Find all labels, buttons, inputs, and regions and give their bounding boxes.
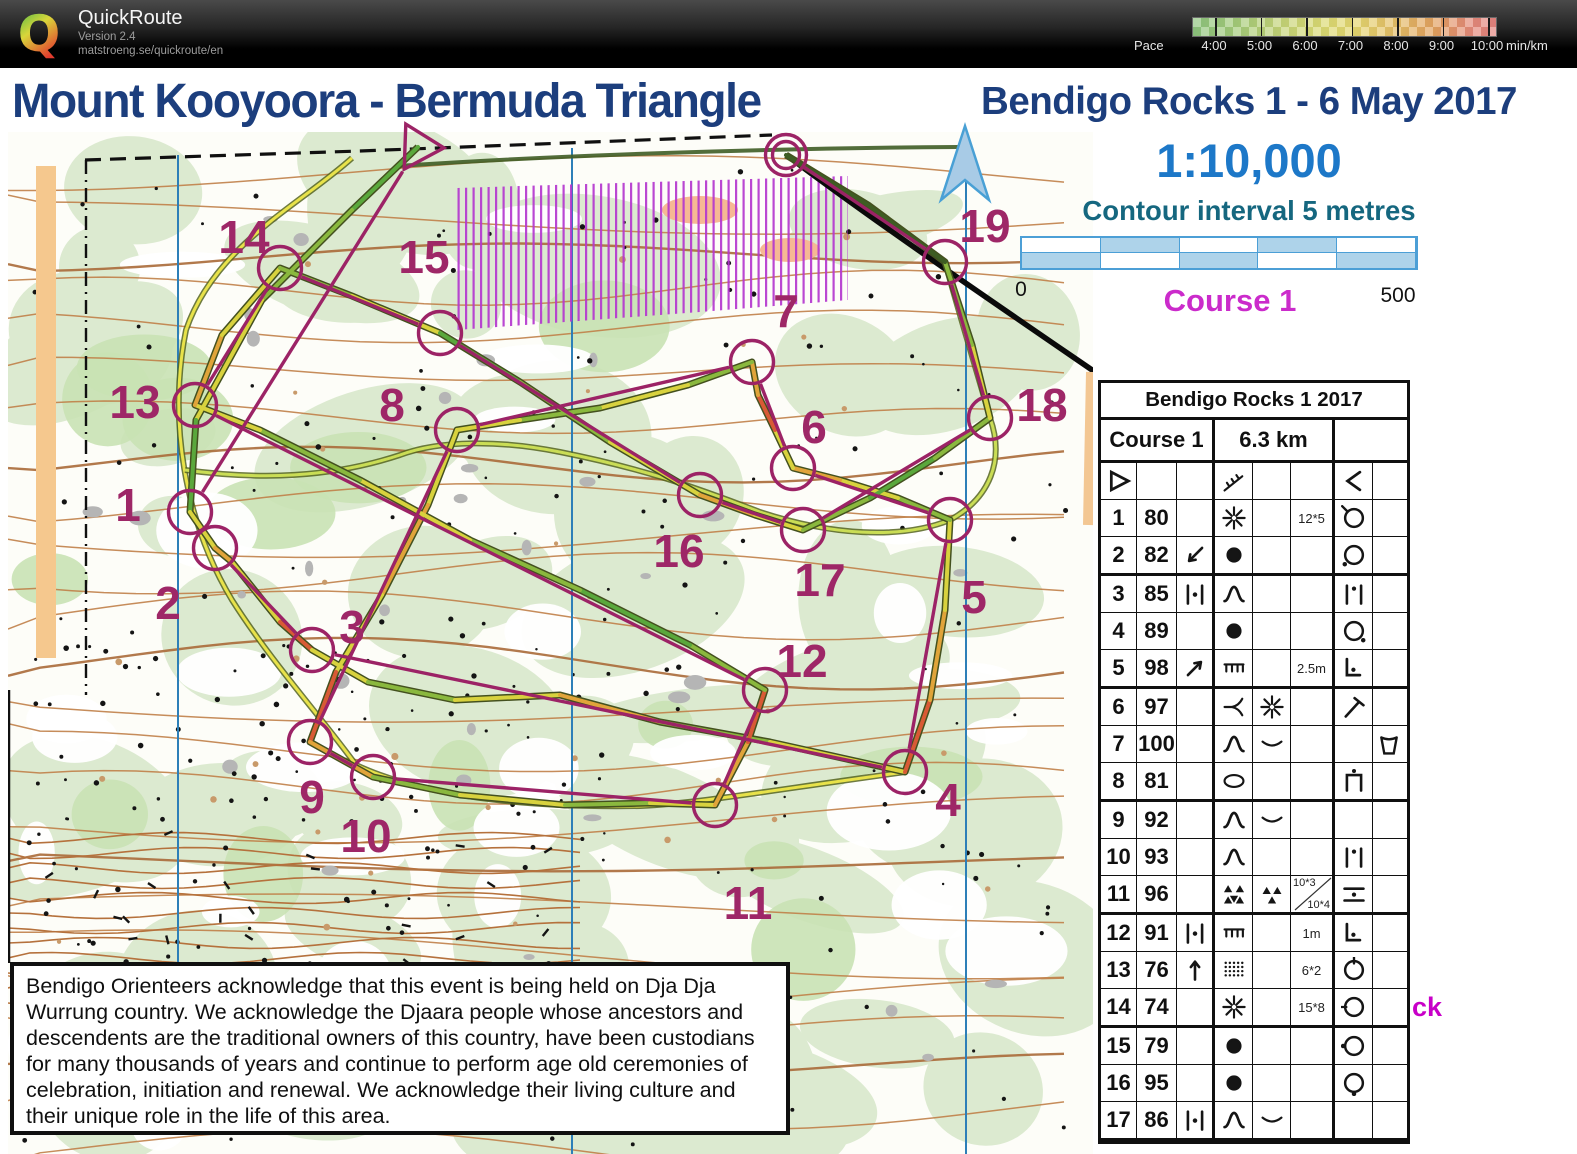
card-cell-a: 16 (1101, 1065, 1137, 1101)
card-cell-d (1215, 500, 1253, 536)
card-cell-e (1253, 952, 1291, 988)
card-cell-a: 11 (1101, 876, 1137, 912)
cairn-icon (1221, 505, 1247, 531)
scale-bar-cell (1337, 238, 1416, 253)
circle-tick-nw-icon (1341, 505, 1367, 531)
card-cell-b (1137, 463, 1177, 499)
card-cell-c (1177, 915, 1215, 951)
acknowledgement-box (10, 962, 790, 1135)
card-cell-a: 3 (1101, 576, 1137, 612)
pace-tick-label: 5:00 (1246, 38, 1273, 53)
card-course-blank (1335, 420, 1407, 460)
between-bars-icon (1182, 920, 1208, 946)
card-cell-d (1215, 915, 1253, 951)
card-row (1101, 763, 1407, 802)
card-cell-c (1177, 576, 1215, 612)
pace-legend-label: Pace (1134, 38, 1164, 53)
card-cell-a: 7 (1101, 726, 1137, 762)
card-cell-f: 15*8 (1291, 989, 1335, 1025)
card-cell-c (1177, 802, 1215, 838)
card-cell-c (1177, 726, 1215, 762)
card-cell-g (1335, 576, 1373, 612)
card-cell-e (1253, 576, 1291, 612)
card-cell-c (1177, 650, 1215, 686)
card-cell-h (1373, 763, 1404, 799)
control-number-label: 1 (115, 479, 141, 531)
spur-icon (1221, 694, 1247, 720)
quickroute-logo-icon (10, 5, 68, 63)
card-cell-a: 17 (1101, 1102, 1137, 1138)
saddle-icon (1259, 731, 1285, 757)
scale-bar-cell (1258, 253, 1337, 268)
card-cell-d (1215, 689, 1253, 725)
card-cell-f (1291, 839, 1335, 875)
knoll-icon (1221, 581, 1247, 607)
card-cell-b: 85 (1137, 576, 1177, 612)
control-number-label: 3 (339, 601, 365, 653)
card-cell-c (1177, 613, 1215, 649)
control-description-card (1098, 380, 1410, 1144)
card-cell-g (1335, 876, 1373, 912)
boulder-field-small-icon (1259, 881, 1285, 907)
control-number-label: 16 (653, 525, 705, 577)
card-cell-g (1335, 689, 1373, 725)
pace-tick-label: 8:00 (1383, 38, 1409, 53)
card-row (1101, 1065, 1407, 1102)
control-number-label: 11 (723, 877, 773, 929)
scale-bar-cell (1180, 238, 1259, 253)
card-cell-d (1215, 613, 1253, 649)
card-cell-e (1253, 689, 1291, 725)
card-cell-c (1177, 763, 1215, 799)
depression-icon (1221, 768, 1247, 794)
circle-dot-s-icon (1341, 1070, 1367, 1096)
card-cell-b: 81 (1137, 763, 1177, 799)
scale-bar-cell (1101, 238, 1180, 253)
card-cell-b: 98 (1137, 650, 1177, 686)
knoll-icon (1221, 807, 1247, 833)
acknowledgement-line: for many thousands of years and continue to perform age old ceremonies of (26, 1052, 748, 1076)
fraction-slash-icon (1291, 876, 1335, 912)
card-cell-d (1215, 650, 1253, 686)
card-course-row (1101, 420, 1407, 463)
corner-dot-icon (1341, 655, 1367, 681)
card-cell-e (1253, 763, 1291, 799)
pace-checker-top (1193, 18, 1496, 27)
card-row (1101, 689, 1407, 726)
svg-text:Q: Q (17, 5, 61, 63)
acknowledgement-line: their unique role in the life of this area. (26, 1104, 391, 1128)
card-cell-c (1177, 463, 1215, 499)
acknowledgement-line: Wurrung country. We acknowledge the Djaara people whose ancestors and (26, 1000, 744, 1024)
card-cell-d (1215, 537, 1253, 573)
card-cell-g (1335, 500, 1373, 536)
card-cell-f (1291, 1028, 1335, 1064)
saddle-icon (1259, 1107, 1285, 1133)
event-title: Bendigo Rocks 1 - 6 May 2017 (981, 80, 1517, 123)
acknowledgement-line: celebration, initiation and renewal. We acknowledge their living culture and (26, 1078, 736, 1102)
card-course-length: 6.3 km (1215, 420, 1335, 460)
card-cell-g (1335, 952, 1373, 988)
card-cell-g (1335, 763, 1373, 799)
card-cell-h (1373, 726, 1404, 762)
card-cell-d (1215, 802, 1253, 838)
control-number-label: 13 (109, 376, 161, 428)
card-cell-e (1253, 613, 1291, 649)
card-cell-d (1215, 726, 1253, 762)
card-course-name: Course 1 (1101, 420, 1215, 460)
card-cell-h (1373, 650, 1404, 686)
circle-dot-se-icon (1341, 618, 1367, 644)
card-row (1101, 613, 1407, 650)
card-cell-e (1253, 500, 1291, 536)
card-cell-b: 89 (1137, 613, 1177, 649)
card-cell-f (1291, 1065, 1335, 1101)
card-row (1101, 989, 1407, 1028)
control-number-label: 5 (961, 571, 987, 623)
card-cell-d (1215, 839, 1253, 875)
scale-bar-cell (1101, 253, 1180, 268)
between-bars-icon (1182, 581, 1208, 607)
card-cell-b: 92 (1137, 802, 1177, 838)
dot-grid-icon (1221, 957, 1247, 983)
scale-bar-cell (1022, 238, 1101, 253)
card-cell-c (1177, 1102, 1215, 1138)
card-cell-e (1253, 1028, 1291, 1064)
comb-icon (1221, 920, 1247, 946)
card-cell-h (1373, 915, 1404, 951)
knoll-icon (1221, 844, 1247, 870)
card-cell-g (1335, 650, 1373, 686)
circle-tick-top-icon (1341, 957, 1367, 983)
card-cell-b: 97 (1137, 689, 1177, 725)
scale-start-label: 0 (1015, 278, 1027, 301)
pace-gradient-bar[interactable] (1192, 17, 1497, 37)
line-t-icon (1341, 694, 1367, 720)
card-cell-e (1253, 537, 1291, 573)
card-cell-b: 86 (1137, 1102, 1177, 1138)
card-cell-b: 76 (1137, 952, 1177, 988)
course-name-label: Course 1 (1163, 283, 1297, 318)
card-row (1101, 876, 1407, 915)
start-tri-icon (1106, 468, 1132, 494)
card-cell-a: 2 (1101, 537, 1137, 573)
card-cell-h (1373, 500, 1404, 536)
angle-icon (1341, 468, 1367, 494)
lines-dot-icon (1341, 881, 1367, 907)
card-cell-f: 6*2 (1291, 952, 1335, 988)
map-title: Mount Kooyoora - Bermuda Triangle (12, 75, 761, 128)
boulder-field-icon (1221, 881, 1247, 907)
card-cell-h (1373, 576, 1404, 612)
card-cell-d (1215, 463, 1253, 499)
app-url-link[interactable]: matstroeng.se/quickroute/en (78, 45, 224, 57)
control-number-label: 15 (398, 231, 450, 283)
card-cell-g (1335, 915, 1373, 951)
card-cell-a: 12 (1101, 915, 1137, 951)
card-row (1101, 726, 1407, 763)
pace-tick (1215, 18, 1217, 36)
card-cell-e (1253, 1102, 1291, 1138)
card-cell-a: 15 (1101, 1028, 1137, 1064)
control-number-label: 14 (218, 211, 270, 263)
card-cell-g (1335, 1102, 1373, 1138)
app-name: QuickRoute (78, 7, 183, 29)
card-row (1101, 915, 1407, 952)
gate-dot-icon (1341, 768, 1367, 794)
card-cell-d (1215, 1102, 1253, 1138)
card-cell-e (1253, 989, 1291, 1025)
pace-tick (1352, 18, 1354, 36)
card-cell-g (1335, 463, 1373, 499)
pace-tick-label: 6:00 (1292, 38, 1318, 53)
card-cell-f: 12*5 (1291, 500, 1335, 536)
card-cell-f: 10*3 10*4 (1291, 876, 1335, 912)
card-cell-g (1335, 1065, 1373, 1101)
control-number-label: 17 (794, 554, 846, 606)
pace-tick (1443, 18, 1445, 36)
card-cell-g (1335, 839, 1373, 875)
card-cell-e (1253, 915, 1291, 951)
card-cell-a (1101, 463, 1137, 499)
circle-dot-w-icon (1341, 1033, 1367, 1059)
card-cell-f (1291, 689, 1335, 725)
scale-end-label: 500 (1380, 284, 1416, 307)
card-cell-h (1373, 952, 1404, 988)
control-number-label: 18 (1016, 379, 1068, 431)
pace-tick (1261, 18, 1263, 36)
title-bar (0, 0, 1577, 68)
control-number-label: 2 (155, 577, 181, 629)
card-cell-d (1215, 989, 1253, 1025)
pace-tick (1397, 18, 1399, 36)
card-cell-b: 91 (1137, 915, 1177, 951)
control-number-label: 10 (340, 810, 392, 862)
boulder-icon (1221, 1070, 1247, 1096)
card-cell-b: 95 (1137, 1065, 1177, 1101)
card-row (1101, 1028, 1407, 1065)
boulder-icon (1221, 618, 1247, 644)
card-cell-b: 79 (1137, 1028, 1177, 1064)
card-cell-c (1177, 839, 1215, 875)
card-cell-f (1291, 802, 1335, 838)
card-row (1101, 537, 1407, 576)
card-cell-h (1373, 537, 1404, 573)
card-cell-g (1335, 726, 1373, 762)
scale-bar-cell (1337, 253, 1416, 268)
card-row (1101, 1102, 1407, 1141)
card-row (1101, 952, 1407, 989)
control-number-label: 6 (801, 401, 827, 453)
boulder-icon (1221, 1033, 1247, 1059)
card-cell-a: 14 (1101, 989, 1137, 1025)
card-cell-f: 2.5m (1291, 650, 1335, 686)
pace-tick-label: 10:00 (1470, 38, 1504, 53)
bars-dot-icon (1341, 844, 1367, 870)
saddle-icon (1259, 807, 1285, 833)
card-cell-d (1215, 576, 1253, 612)
card-cell-b: 100 (1137, 726, 1177, 762)
app-version: Version 2.4 (78, 31, 136, 43)
card-title: Bendigo Rocks 1 2017 (1101, 383, 1407, 420)
contour-interval: Contour interval 5 metres (1082, 195, 1416, 226)
circle-tick-w-icon (1341, 994, 1367, 1020)
card-cell-d (1215, 1065, 1253, 1101)
cairn-icon (1259, 694, 1285, 720)
card-cell-f (1291, 576, 1335, 612)
pace-tick-label: 7:00 (1337, 38, 1364, 53)
card-cell-f (1291, 613, 1335, 649)
arrow-ne-icon (1182, 655, 1208, 681)
card-cell-a: 8 (1101, 763, 1137, 799)
pace-tick (1306, 18, 1308, 36)
card-cell-e (1253, 802, 1291, 838)
card-cell-f (1291, 726, 1335, 762)
card-cell-e (1253, 839, 1291, 875)
card-row (1101, 463, 1407, 500)
card-cell-h (1373, 802, 1404, 838)
card-cell-a: 13 (1101, 952, 1137, 988)
acknowledgement-line: descendents are the traditional owners of this country, have been custodians (26, 1026, 755, 1050)
card-cell-c (1177, 689, 1215, 725)
map-scale: 1:10,000 (1156, 134, 1342, 187)
control-number-label: 7 (773, 285, 799, 337)
bars-dot-icon (1341, 581, 1367, 607)
gps-route-segment (565, 803, 650, 805)
card-cell-e (1253, 876, 1291, 912)
card-row (1101, 650, 1407, 689)
card-row (1101, 839, 1407, 876)
card-cell-c (1177, 1028, 1215, 1064)
card-cell-b: 96 (1137, 876, 1177, 912)
card-cell-h (1373, 989, 1404, 1025)
card-cell-a: 1 (1101, 500, 1137, 536)
pace-legend-unit: min/km (1506, 38, 1548, 53)
card-cell-g (1335, 537, 1373, 573)
comb-icon (1221, 655, 1247, 681)
knoll-icon (1221, 1107, 1247, 1133)
card-cell-g (1335, 1028, 1373, 1064)
card-cell-c (1177, 989, 1215, 1025)
card-cell-g (1335, 802, 1373, 838)
card-cell-e (1253, 726, 1291, 762)
card-cell-a: 10 (1101, 839, 1137, 875)
card-cell-e (1253, 650, 1291, 686)
card-cell-h (1373, 839, 1404, 875)
card-cell-a: 9 (1101, 802, 1137, 838)
card-cell-h (1373, 1065, 1404, 1101)
card-cell-h (1373, 689, 1404, 725)
pace-tick (1488, 18, 1490, 36)
acknowledgement-line: Bendigo Orienteers acknowledge that this event is being held on Dja Dja (26, 974, 716, 998)
scale-bar (1020, 236, 1418, 270)
pace-tick-label: 9:00 (1428, 38, 1455, 53)
card-cell-c (1177, 952, 1215, 988)
card-cell-h (1373, 1028, 1404, 1064)
between-bars-icon (1182, 1107, 1208, 1133)
card-cell-h (1373, 463, 1404, 499)
circle-dot-sw-icon (1341, 542, 1367, 568)
card-cell-c (1177, 537, 1215, 573)
knoll-icon (1221, 731, 1247, 757)
card-cell-a: 4 (1101, 613, 1137, 649)
card-row (1101, 500, 1407, 537)
card-cell-b: 93 (1137, 839, 1177, 875)
card-cell-f (1291, 1102, 1335, 1138)
card-cell-d (1215, 952, 1253, 988)
card-cell-c (1177, 500, 1215, 536)
rocky-spur-icon (1221, 468, 1247, 494)
scale-bar-cell (1180, 253, 1259, 268)
card-cell-e (1253, 1065, 1291, 1101)
control-number-label: 9 (299, 771, 325, 823)
scale-bar-cell (1258, 238, 1337, 253)
card-cell-d (1215, 763, 1253, 799)
card-cell-a: 5 (1101, 650, 1137, 686)
card-cell-h (1373, 1102, 1404, 1138)
control-number-label: 12 (776, 635, 828, 687)
pace-tick-label: 4:00 (1201, 38, 1227, 53)
cup-icon (1376, 731, 1402, 757)
card-cell-f (1291, 763, 1335, 799)
control-number-label: 8 (379, 379, 405, 431)
cairn-icon (1221, 994, 1247, 1020)
card-cell-f: 1m (1291, 915, 1335, 951)
arrow-sw-icon (1182, 542, 1208, 568)
card-cell-h (1373, 613, 1404, 649)
card-cell-b: 82 (1137, 537, 1177, 573)
card-cell-h (1373, 876, 1404, 912)
control-number-label: 4 (935, 774, 961, 826)
pace-checker-bottom (1193, 27, 1496, 36)
corner-dot-icon (1341, 920, 1367, 946)
card-row (1101, 802, 1407, 839)
card-row (1101, 576, 1407, 613)
card-cell-a: 6 (1101, 689, 1137, 725)
clipped-map-text: ck (1412, 992, 1443, 1022)
card-cell-c (1177, 1065, 1215, 1101)
control-number-label: 19 (959, 200, 1011, 252)
arrow-n-icon (1182, 957, 1208, 983)
card-cell-g (1335, 989, 1373, 1025)
boulder-icon (1221, 542, 1247, 568)
card-cell-f (1291, 537, 1335, 573)
card-cell-d (1215, 1028, 1253, 1064)
card-cell-c (1177, 876, 1215, 912)
card-cell-d (1215, 876, 1253, 912)
card-cell-b: 80 (1137, 500, 1177, 536)
card-cell-b: 74 (1137, 989, 1177, 1025)
scale-bar-cell (1022, 253, 1101, 268)
card-cell-f (1291, 463, 1335, 499)
card-cell-e (1253, 463, 1291, 499)
card-cell-g (1335, 613, 1373, 649)
